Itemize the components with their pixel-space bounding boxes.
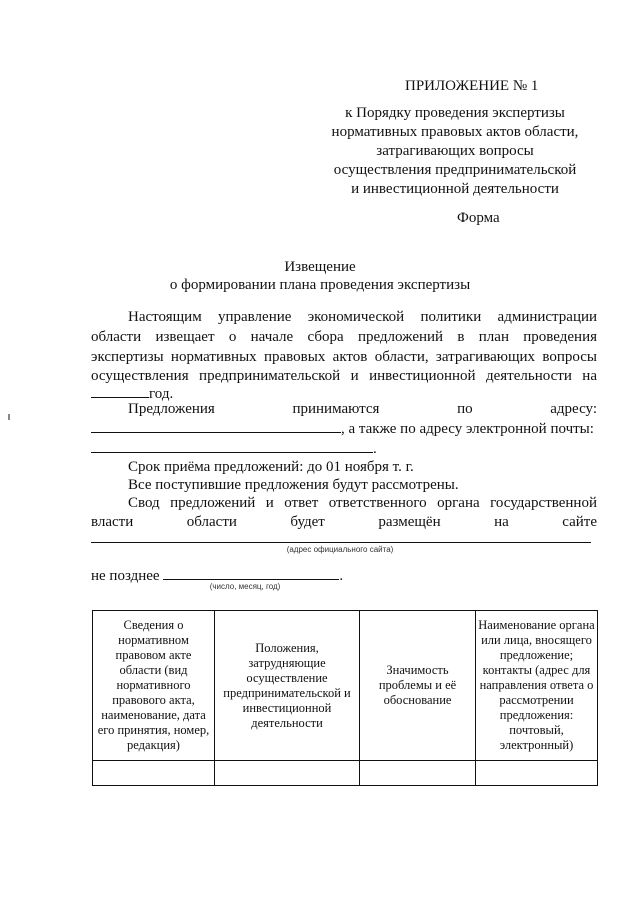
paragraph-line bbox=[128, 401, 597, 418]
review-paragraph: Все поступившие предложения будут рассмотрены. bbox=[128, 477, 459, 493]
header-cell-act-info: Сведения о нормативном правовом акте области (вид нормативного правового акта, наименование, дата его принятия, номер, редакция) bbox=[93, 611, 215, 761]
appendix-title: ПРИЛОЖЕНИЕ № 1 bbox=[405, 78, 539, 94]
word: размещён bbox=[378, 514, 441, 530]
notice-title: Извещение bbox=[284, 259, 356, 275]
word: и ответ ответственного органа государственной bbox=[265, 495, 597, 511]
website-caption: (адрес официального сайта) bbox=[286, 545, 394, 554]
table-cell[interactable] bbox=[360, 761, 476, 786]
email-line bbox=[91, 439, 377, 458]
word: управление bbox=[217, 309, 292, 325]
deadline-prefix: не позднее bbox=[91, 568, 160, 584]
paragraph-line bbox=[128, 495, 597, 512]
email-label: , а также по адресу электронной почты: bbox=[341, 421, 594, 437]
ref-line: и инвестиционной деятельности bbox=[351, 181, 559, 197]
website-blank[interactable] bbox=[91, 542, 591, 543]
ref-line: осуществления предпринимательской bbox=[333, 162, 577, 178]
ref-line: к Порядку проведения экспертизы bbox=[345, 105, 565, 121]
word: о bbox=[228, 329, 237, 345]
year-suffix: год. bbox=[149, 386, 174, 402]
word: Предложения bbox=[128, 401, 215, 417]
word: извещает bbox=[155, 329, 215, 345]
word: политики bbox=[420, 309, 482, 325]
header-cell-provisions: Положения, затрудняющие осуществление предпринимательской и инвестиционной деятельности bbox=[215, 611, 360, 761]
word: администрации bbox=[497, 309, 598, 325]
scan-mark bbox=[8, 414, 10, 420]
word: экономической bbox=[307, 309, 405, 325]
word: на bbox=[494, 514, 509, 530]
word: адресу: bbox=[550, 401, 598, 417]
word: Настоящим bbox=[128, 309, 202, 325]
word: сбора предложений в план проведения bbox=[307, 329, 598, 345]
email-blank[interactable] bbox=[91, 439, 373, 453]
paragraph-line bbox=[128, 309, 597, 326]
word: по bbox=[457, 401, 473, 417]
table-cell[interactable] bbox=[215, 761, 360, 786]
deadline-suffix: . bbox=[339, 568, 344, 584]
proposals-table bbox=[92, 610, 598, 786]
header-cell-significance: Значимость проблемы и её обоснование bbox=[360, 611, 476, 761]
header-cell-submitter: Наименование органа или лица, вносящего предложение; контакты (адрес для направления ответа о рассмотрении предложения: почтовый, электронный) bbox=[476, 611, 598, 761]
postal-address-blank[interactable] bbox=[91, 419, 341, 433]
table-cell[interactable] bbox=[93, 761, 215, 786]
table-header-row bbox=[93, 611, 598, 761]
ref-line: затрагивающих вопросы bbox=[376, 143, 534, 159]
word: принимаются bbox=[292, 401, 380, 417]
word: сайте bbox=[562, 514, 598, 530]
deadline-paragraph: Срок приёма предложений: до 01 ноября т. г. bbox=[128, 459, 414, 475]
table-cell[interactable] bbox=[476, 761, 598, 786]
paragraph-line: осуществления предпринимательской и инвестиционной деятельности на bbox=[91, 368, 597, 384]
word: начале bbox=[250, 329, 294, 345]
paragraph-line: экспертизы нормативных правовых актов области, затрагивающих вопросы bbox=[91, 349, 597, 365]
ref-line: нормативных правовых актов области, bbox=[331, 124, 579, 140]
year-blank[interactable] bbox=[91, 384, 149, 398]
address-line bbox=[91, 419, 594, 438]
word: области bbox=[91, 329, 142, 345]
paragraph-line bbox=[91, 329, 597, 346]
word: предложений bbox=[170, 495, 256, 511]
deadline-date-blank[interactable] bbox=[163, 566, 339, 580]
form-label: Форма bbox=[457, 210, 500, 226]
word: власти bbox=[91, 514, 134, 530]
date-caption: (число, месяц, год) bbox=[209, 582, 281, 591]
word: будет bbox=[290, 514, 325, 530]
word: области bbox=[186, 514, 237, 530]
paragraph-line bbox=[91, 514, 597, 531]
word: Свод bbox=[128, 495, 160, 511]
email-suffix: . bbox=[373, 441, 377, 457]
notice-subtitle: о формировании плана проведения экспертизы bbox=[169, 277, 471, 293]
table-row bbox=[93, 761, 598, 786]
